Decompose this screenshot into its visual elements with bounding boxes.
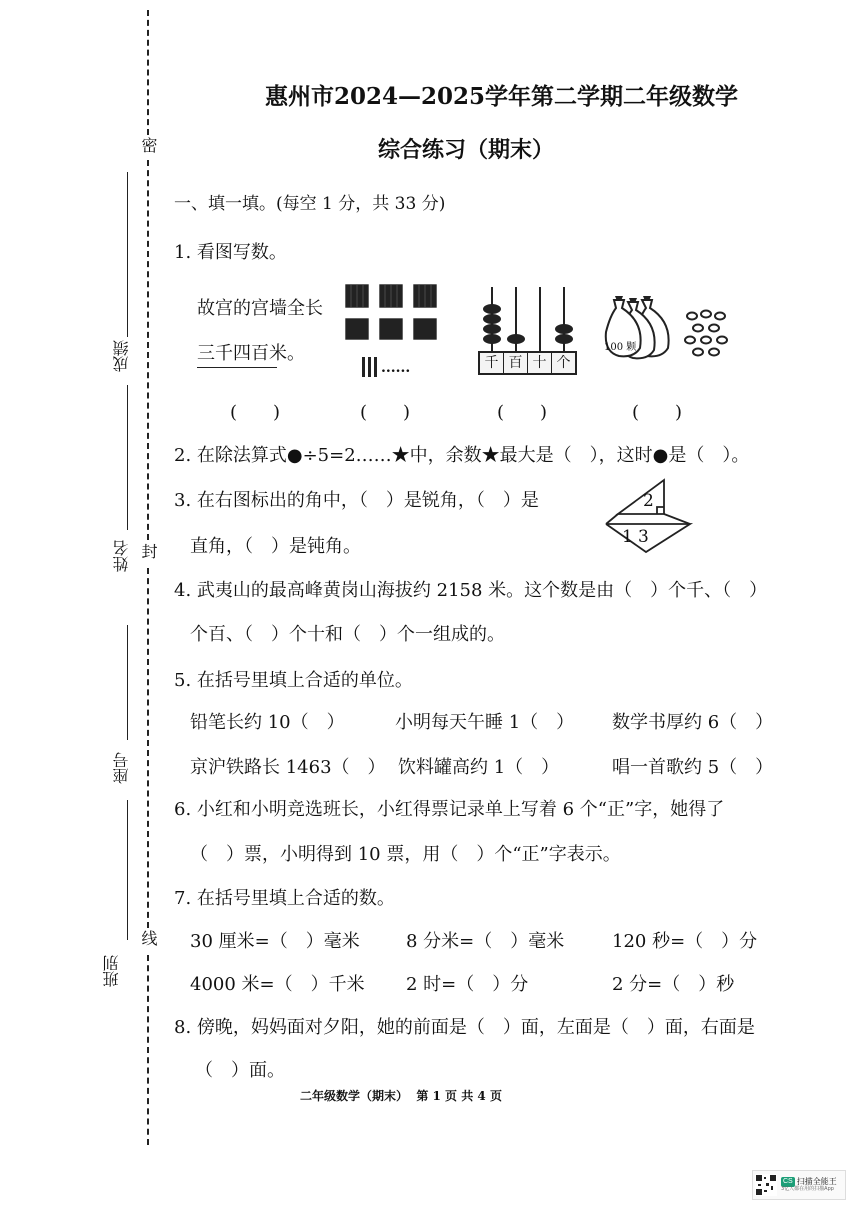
seal-dashed-line: [147, 160, 149, 540]
q1-text-b: 三千四百米。: [197, 343, 305, 364]
q1-answer-blank-1[interactable]: ( ): [230, 402, 281, 423]
class-underline: [127, 800, 128, 940]
seat-underline: [127, 625, 128, 740]
seat-label: 座号: [112, 752, 131, 784]
name-label: 姓名: [112, 540, 131, 572]
seal-dashed-line: [147, 568, 149, 928]
scanner-watermark: [752, 1170, 846, 1200]
seal-char-xian: 线: [139, 930, 158, 946]
q1-underline: [197, 367, 277, 368]
name-underline: [127, 385, 128, 530]
q7-item-2: 8 分米=（ ）毫米: [406, 931, 565, 952]
q1-answer-blank-3[interactable]: ( ): [497, 402, 548, 423]
q6-line1: 6. 小红和小明竞选班长，小红得票记录单上写着 6 个“正”字，她得了: [174, 799, 725, 820]
q8-line1: 8. 傍晚，妈妈面对夕阳，她的前面是（ ）面，左面是（ ）面，右面是: [174, 1017, 755, 1038]
cs-badge-icon: CS: [783, 1178, 793, 1186]
q5-item-4: 京沪铁路长 1463（ ）: [190, 757, 386, 778]
q2-text: 2. 在除法算式●÷5=2……★中，余数★最大是（ ），这时●是（ ）。: [174, 445, 750, 466]
abacus-label-ones: 个: [556, 355, 571, 371]
q7-item-5: 2 时=（ ）分: [406, 974, 529, 995]
watermark-subtitle: 3亿人都在用的扫描App: [781, 1186, 834, 1193]
qr-code-icon: [755, 1174, 777, 1196]
q5-stem: 5. 在括号里填上合适的单位。: [174, 670, 413, 691]
class-label: 班别: [102, 955, 121, 987]
angle-label-2: 2: [643, 491, 654, 511]
seal-dashed-line: [147, 955, 149, 1145]
candies-icon: [684, 308, 730, 358]
bag-label: 100 颗: [604, 342, 637, 353]
q3-line1: 3. 在右图标出的角中，（ ）是锐角，（ ）是: [174, 490, 539, 511]
q5-item-3: 数学书厚约 6（ ）: [612, 712, 774, 733]
q8-line2: （ ）面。: [195, 1060, 285, 1081]
abacus-label-thousands: 千: [480, 353, 504, 373]
q1-text-a: 故宫的宫墙全长: [197, 298, 323, 319]
q5-item-1: 铅笔长约 10（ ）: [190, 712, 345, 733]
seal-char-feng: 封: [139, 543, 158, 559]
score-underline: [127, 172, 128, 337]
q4-line1: 4. 武夷山的最高峰黄岗山海拔约 2158 米。这个数是由（ ）个千、（ ）: [174, 580, 768, 601]
q5-item-5: 饮料罐高约 1（ ）: [398, 757, 560, 778]
angle-label-1: 1: [622, 527, 633, 547]
abacus-label-tens: 十: [528, 353, 552, 373]
page-title: 惠州市2024—2025学年第二学期二年级数学: [265, 83, 739, 110]
q7-item-4: 4000 米=（ ）千米: [190, 974, 365, 995]
q7-item-3: 120 秒=（ ）分: [612, 931, 758, 952]
watermark-brand: 扫描全能王: [796, 1176, 837, 1186]
q5-item-6: 唱一首歌约 5（ ）: [612, 757, 774, 778]
angle-label-3: 3: [638, 527, 649, 547]
q1-answer-blank-2[interactable]: ( ): [360, 402, 411, 423]
seal-dashed-line: [147, 10, 149, 135]
section-heading: 一、填一填。(每空 1 分，共 33 分): [174, 194, 446, 214]
q1-stem: 1. 看图写数。: [174, 242, 287, 263]
q1-answer-blank-4[interactable]: ( ): [632, 402, 683, 423]
stick-dots: ......: [381, 360, 411, 376]
seal-char-mi: 密: [139, 137, 158, 153]
abacus-label-hundreds: 百: [504, 353, 528, 373]
abacus-icon: [478, 283, 580, 353]
page-subtitle: 综合练习（期末）: [378, 137, 555, 163]
score-label: 成绩: [112, 340, 131, 372]
q5-item-2: 小明每天午睡 1（ ）: [395, 712, 575, 733]
page-footer: 二年级数学（期末） 第 1 页 共 4 页: [300, 1089, 502, 1103]
q4-line2: 个百、（ ）个十和（ ）个一组成的。: [190, 624, 505, 645]
thousand-cubes-icon: [343, 280, 443, 340]
q7-item-6: 2 分=（ ）秒: [612, 974, 735, 995]
q3-line2: 直角，（ ）是钝角。: [190, 536, 361, 557]
q6-line2: （ ）票，小明得到 10 票，用（ ）个“正”字表示。: [190, 844, 621, 865]
q7-stem: 7. 在括号里填上合适的数。: [174, 888, 395, 909]
q7-item-1: 30 厘米=（ ）毫米: [190, 931, 360, 952]
abacus-base: [478, 351, 577, 375]
